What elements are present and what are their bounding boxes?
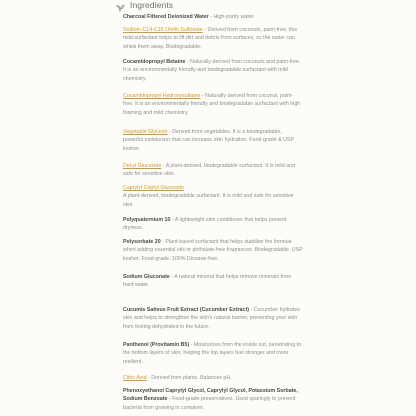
ingredient-name: Polysorbate 20 bbox=[123, 239, 161, 245]
ingredient-item: Sodium Gluconate - A natural mineral that helps remove minerals from hard water. bbox=[123, 274, 292, 289]
ingredient-item: Sodium C14-C16 Olefin Sulfonate - Derived from coconuts, palm-free, this mild-surfactant helps to lift dirt and debris from surfaces, so the water can whisk them away. Biodegradable. bbox=[123, 27, 298, 50]
ingredient-description: High-purity water. bbox=[213, 14, 255, 20]
ingredient-item: Decyl Glucoside - A plant-derived, biodegradable surfactant. It is mild and safe for sensitive skin. bbox=[123, 163, 295, 178]
ingredient-description: Plant-based surfactant that helps stabilize the formula when adding essential oils or phthalate-free fragrances. Biodegradable. USP kosher. Food-grade. 100% Dioxane-free. bbox=[123, 239, 303, 262]
leaf-icon bbox=[115, 0, 125, 10]
ingredient-description: Moisturizes from the inside out, penetrating to the bottom layers of skin, helping the top layers feel stronger and more resilient. bbox=[123, 342, 302, 365]
ingredient-link[interactable]: Vegetable Glycerin bbox=[123, 129, 168, 135]
ingredient-description: A lightweight skin conditioner that helps prevent dryness. bbox=[123, 217, 287, 232]
ingredient-item: Citric Acid - Derived from plants. Balances pH. bbox=[123, 375, 232, 381]
ingredient-description: Cucumber hydrates skin and helps to strengthen the skin's natural barrier, preventing your skin from feeling dehydrated in the future. bbox=[123, 307, 300, 330]
ingredient-name: Charcoal Filtered Deionized Water bbox=[123, 14, 209, 20]
ingredient-description: A plant-derived, biodegradable surfactant. It is mild and safe for sensitive skin. bbox=[123, 163, 295, 178]
ingredient-name: Phenoxyethanol Caprylyl Glycol, Caprylyl Glycol, Potassium Sorbate, Sodium Benzoate bbox=[123, 388, 298, 403]
ingredient-description: Derived from plants. Balances pH. bbox=[151, 375, 232, 381]
ingredient-item: Phenoxyethanol Caprylyl Glycol, Caprylyl Glycol, Potassium Sorbate, Sodium Benzoate - Food-grade preservatives. Used sparingly to prevent bacteria from growing in container. bbox=[123, 388, 298, 411]
ingredient-name: Polyquaternium 10 bbox=[123, 217, 171, 223]
ingredient-item: Cocamidopropyl Hydroxysultaine - Naturally derived from coconut, palm-free. It is an environmentally friendly and biodegradable surfactant with high foaming and mild chemistry. bbox=[123, 93, 301, 116]
ingredient-link[interactable]: Citric Acid bbox=[123, 375, 147, 381]
ingredient-description: A plant-derived, biodegradable surfactant. It is mild and safe for sensitive skin. bbox=[123, 193, 294, 208]
ingredient-description: A natural mineral that helps remove minerals from hard water. bbox=[123, 274, 292, 289]
ingredient-item: Polyquaternium 10 - A lightweight skin conditioner that helps prevent dryness. bbox=[123, 217, 287, 232]
ingredient-item: Charcoal Filtered Deionized Water - High-purity water. bbox=[123, 14, 255, 20]
ingredient-name: Cucumis Sativus Fruit Extract (Cucumber Extract) bbox=[123, 307, 249, 313]
ingredient-name: Panthenol (Provitamin B5) bbox=[123, 342, 190, 348]
ingredient-description: Derived from vegetables. It is a biodegradable, powerful moisturizer that can increase skin hydration. Food-grade & USP kosher. bbox=[123, 129, 294, 152]
ingredient-item: Polysorbate 20 - Plant-based surfactant that helps stabilize the formula when adding essential oils or phthalate-free fragrances. Biodegradable. USP kosher. Food-grade. 100% Dioxane-free. bbox=[123, 239, 303, 262]
ingredient-item bbox=[123, 184, 303, 209]
ingredient-link[interactable]: Caprylyl Capryl Glucoside bbox=[123, 185, 184, 191]
ingredient-item: Cucumis Sativus Fruit Extract (Cucumber Extract) - Cucumber hydrates skin and helps to strengthen the skin's natural barrier, preventing your skin from feeling dehydrated in the future. bbox=[123, 307, 300, 330]
ingredient-link[interactable]: Decyl Glucoside bbox=[123, 163, 162, 169]
ingredient-description: Naturally derived from coconut, palm-free. It is an environmentally friendly and biodegradable surfactant with high foaming and mild chemistry. bbox=[123, 93, 301, 116]
ingredient-description: Food-grade preservatives. Used sparingly to prevent bacteria from growing in container. bbox=[123, 396, 296, 411]
ingredient-link[interactable]: Sodium C14-C16 Olefin Sulfonate bbox=[123, 27, 203, 33]
ingredient-link[interactable]: Cocamidopropyl Hydroxysultaine bbox=[123, 93, 201, 99]
ingredient-description: Derived from coconuts, palm-free, this mild-surfactant helps to lift dirt and debris from surfaces, so the water can whisk them away. Biodegradable. bbox=[123, 27, 298, 50]
ingredients-header[interactable] bbox=[115, 0, 173, 11]
ingredient-description: Naturally derived from coconuts and palm-free. It is an environmentally friendly and biodegradable surfactant with mild chemistry. bbox=[123, 59, 301, 82]
ingredient-item: Cocamidopropyl Betaine - Naturally derived from coconuts and palm-free. It is an environmentally friendly and biodegradable surfactant with mild chemistry. bbox=[123, 59, 301, 82]
ingredient-name: Sodium Gluconate bbox=[123, 274, 170, 280]
ingredient-item: Vegetable Glycerin - Derived from vegetables. It is a biodegradable, powerful moisturizer that can increase skin hydration. Food-grade & USP kosher. bbox=[123, 129, 294, 152]
ingredient-name: Cocamidopropyl Betaine bbox=[123, 59, 186, 65]
section-title: Ingredients bbox=[130, 0, 174, 10]
ingredient-item: Panthenol (Provitamin B5) - Moisturizes from the inside out, penetrating to the bottom layers of skin, helping the top layers feel stronger and more resilient. bbox=[123, 342, 302, 365]
